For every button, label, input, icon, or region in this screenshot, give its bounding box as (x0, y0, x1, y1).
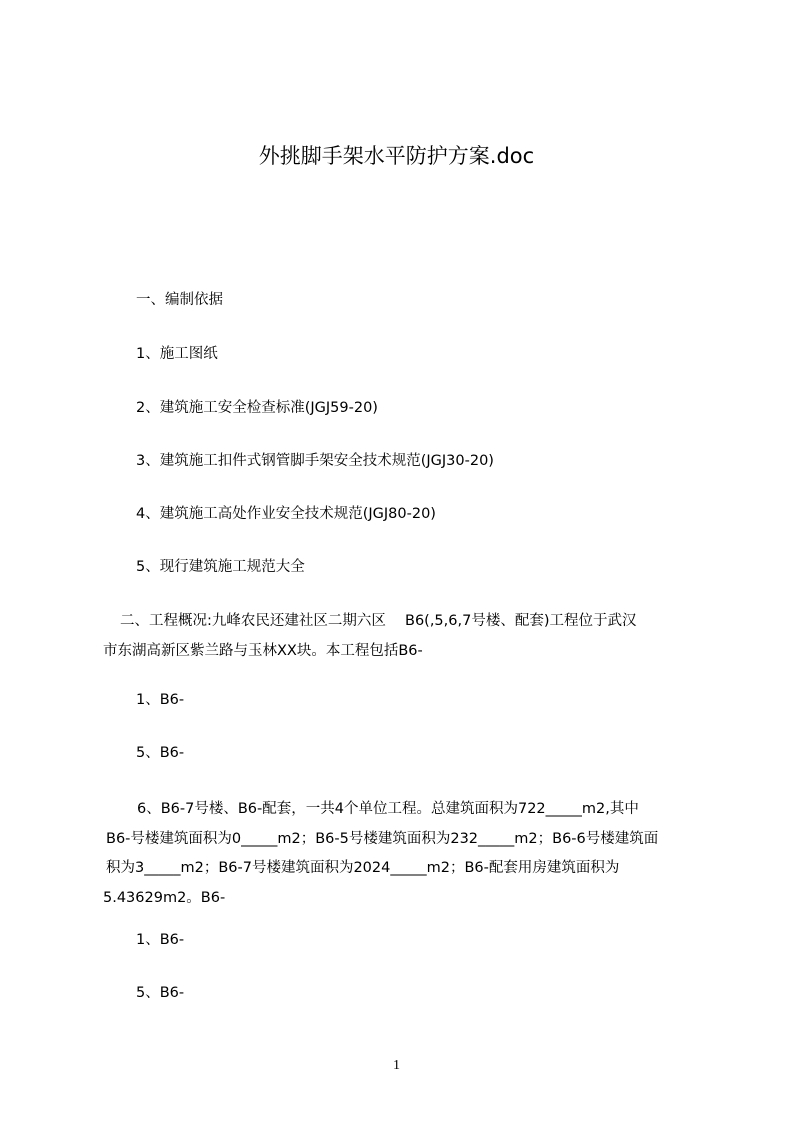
basis-item-4: 4、建筑施工高处作业安全技术规范(JGJ80-20) (136, 506, 436, 522)
short-item-2: 5、B6- (136, 745, 185, 761)
units-line-1: 6、B6-7号楼、B6-配套，一共4个单位工程。总建筑面积为722_____m2,其中 (137, 801, 639, 817)
overview-line-1: 二、工程概况:九峰农民还建社区二期六区 B6(,5,6,7号楼、配套)工程位于武汉 (120, 613, 637, 629)
page-number: 1 (393, 1058, 400, 1073)
basis-item-1: 1、施工图纸 (136, 346, 218, 362)
basis-item-5: 5、现行建筑施工规范大全 (136, 559, 305, 575)
overview-paragraph (103, 607, 710, 666)
section-heading-basis: 一、编制依据 (136, 292, 223, 308)
basis-item-2: 2、建筑施工安全检查标准(JGJ59-20) (136, 400, 378, 416)
units-line-4: 5.43629m2。B6- (103, 889, 226, 906)
overview-line-2: 市东湖高新区紫兰路与玉林XX块。本工程包括B6- (103, 642, 423, 659)
units-line-2: B6-号楼建筑面积为0_____m2；B6-5号楼建筑面积为232_____m2；B6-6号楼建筑面 (106, 830, 659, 847)
units-paragraph (103, 795, 695, 913)
short-item-3: 1、B6- (136, 932, 185, 948)
document-title: 外挑脚手架水平防护方案.doc (258, 144, 535, 168)
short-item-4: 5、B6- (136, 985, 185, 1001)
basis-item-3: 3、建筑施工扣件式钢管脚手架安全技术规范(JGJ30-20) (136, 453, 494, 469)
units-line-3: 积为3_____m2；B6-7号楼建筑面积为2024_____m2；B6-配套用房建筑面积为 (106, 860, 620, 876)
short-item-1: 1、B6- (136, 692, 185, 708)
